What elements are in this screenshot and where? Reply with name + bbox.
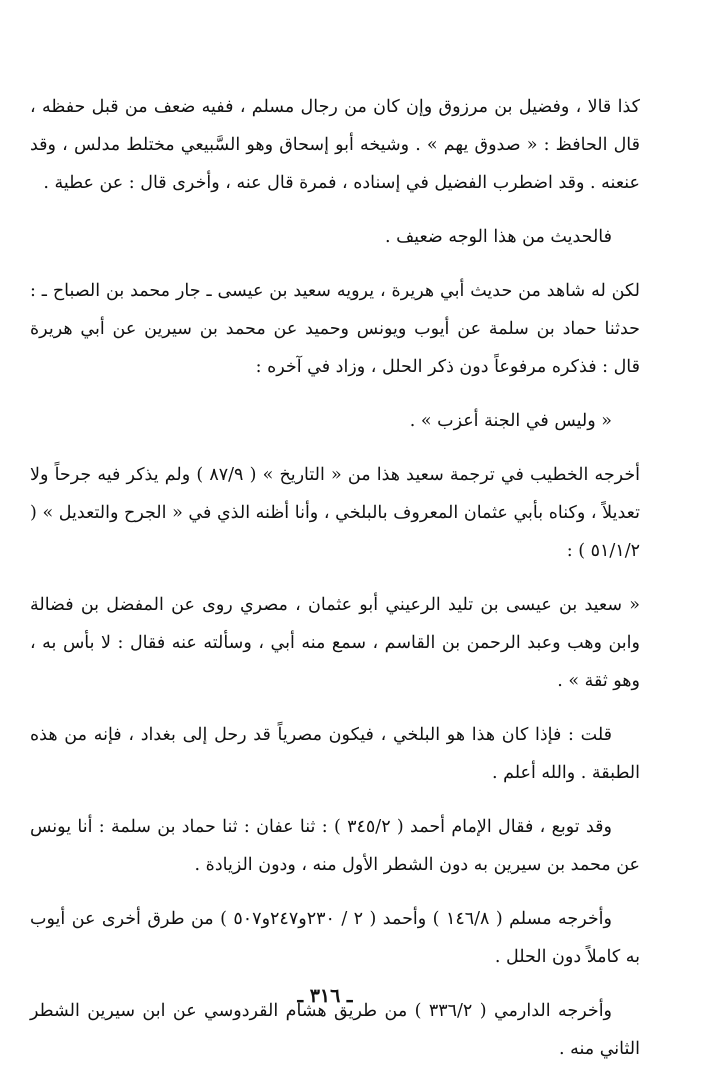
paragraph-1: كذا قالا ، وفضيل بن مرزوق وإن كان من رجال مسلم ، ففيه ضعف من قبل حفظه ، قال الحافظ : « صدوق يهم » . وشيخه أبو إسحاق وهو السَّبيعي مختلط مدلس ، وقد عنعنه . وقد اضطرب الفضيل في إسناده ، فمرة قال عنه ، وأخرى قال : عن عطية . bbox=[30, 97, 640, 193]
paragraph-4: « وليس في الجنة أعزب » . bbox=[409, 411, 612, 431]
paragraph-3: لكن له شاهد من حديث أبي هريرة ، يرويه سعيد بن عيسى ـ جار محمد بن الصباح ـ : حدثنا حماد بن سلمة عن أيوب ويونس وحميد عن محمد بن سيرين عن أبي هريرة قال : فذكره مرفوعاً دون ذكر الحلل ، وزاد في آخره : bbox=[30, 281, 640, 377]
page-number: ـ ٣١٦ ـ bbox=[297, 985, 353, 1007]
paragraph-6: « سعيد بن عيسى بن تليد الرعيني أبو عثمان ، مصري روى عن المفضل بن فضالة وابن وهب وعبد الرحمن بن القاسم ، سمع منه أبي ، وسألته عنه فقال : لا بأس به ، وهو ثقة » . bbox=[30, 595, 640, 691]
paragraph-8: وقد توبع ، فقال الإمام أحمد ( ٣٤٥/٢ ) : ثنا عفان : ثنا حماد بن سلمة : أنا يونس عن محمد بن سيرين به دون الشطر الأول منه ، ودون الزيادة . bbox=[30, 817, 640, 875]
paragraph-2: فالحديث من هذا الوجه ضعيف . bbox=[384, 227, 612, 247]
page-body bbox=[30, 88, 640, 1084]
paragraph-7: قلت : فإذا كان هذا هو البلخي ، فيكون مصرياً قد رحل إلى بغداد ، فإنه من هذه الطبقة . والله أعلم . bbox=[30, 725, 640, 783]
paragraph-5: أخرجه الخطيب في ترجمة سعيد هذا من « التاريخ » ( ٨٧/٩ ) ولم يذكر فيه جرحاً ولا تعديلاً ، وكناه بأبي عثمان المعروف بالبلخي ، وأنا أظنه الذي في « الجرح والتعديل » ( ٥١/١/٢ ) : bbox=[30, 465, 641, 561]
paragraph-10: وأخرجه الدارمي ( ٣٣٦/٢ ) من طريق هشام القردوسي عن ابن سيرين الشطر الثاني منه . bbox=[30, 1001, 640, 1059]
paragraph-9: وأخرجه مسلم ( ١٤٦/٨ ) وأحمد ( ٢ / ٢٣٠و٢٤٧و٥٠٧ ) من طرق أخرى عن أيوب به كاملاً دون الحلل . bbox=[30, 909, 640, 967]
